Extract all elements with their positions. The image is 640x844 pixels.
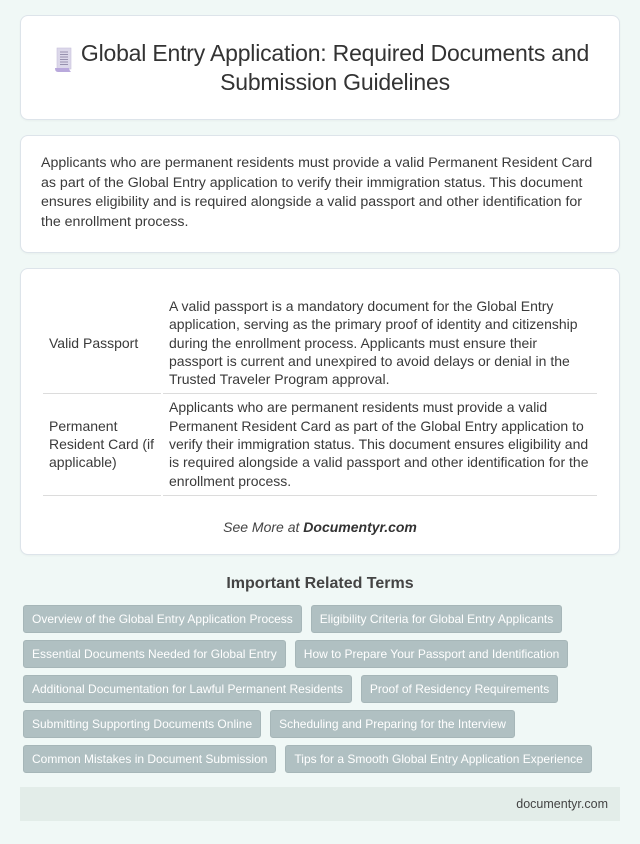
related-term-tag[interactable]: Overview of the Global Entry Application Process	[23, 605, 302, 633]
related-terms-list	[20, 605, 620, 773]
page-title: Global Entry Application: Required Documents and Submission Guidelines	[80, 39, 590, 95]
see-more-link[interactable]	[41, 519, 599, 535]
related-term-tag[interactable]: Proof of Residency Requirements	[361, 675, 558, 703]
title-card	[20, 15, 620, 120]
footer	[20, 787, 620, 821]
related-term-tag[interactable]: Essential Documents Needed for Global Entry	[23, 640, 286, 668]
row-description: Applicants who are permanent residents must provide a valid Permanent Resident Card as part of the Global Entry application to verify their immigration status. This document ensures eligibility and is required alongside a valid passport and other identification for the enrollment process.	[163, 394, 597, 495]
related-term-tag[interactable]: Eligibility Criteria for Global Entry Applicants	[311, 605, 562, 633]
documents-table	[41, 293, 599, 496]
see-more-site[interactable]: Documentyr.com	[303, 518, 417, 535]
intro-text: Applicants who are permanent residents must provide a valid Permanent Resident Card as part of the Global Entry application to verify their immigration status. This document ensures eligibility and is required alongside a valid passport and other identification for the enrollment process.	[41, 155, 593, 230]
related-terms-title: Important Related Terms	[226, 575, 414, 592]
row-description: A valid passport is a mandatory document for the Global Entry application, serving as the primary proof of identity and citizenship during the enrollment process. Applicants must ensure their passport is current and unexpired to avoid delays or denial in the Trusted Traveler Program approval.	[163, 293, 597, 394]
related-term-tag[interactable]: Common Mistakes in Document Submission	[23, 745, 276, 773]
intro-card	[20, 135, 620, 253]
row-term: Permanent Resident Card (if applicable)	[43, 394, 161, 495]
related-term-tag[interactable]: Scheduling and Preparing for the Interview	[270, 710, 515, 738]
related-term-tag[interactable]: How to Prepare Your Passport and Identification	[295, 640, 569, 668]
document-scroll-icon	[54, 47, 74, 73]
row-term: Valid Passport	[43, 293, 161, 394]
footer-site-link[interactable]: documentyr.com	[516, 797, 608, 811]
related-term-tag[interactable]: Tips for a Smooth Global Entry Application Experience	[285, 745, 591, 773]
table-row	[43, 394, 597, 495]
see-more-prefix: See More at	[223, 518, 304, 535]
documents-table-card	[20, 268, 620, 555]
related-term-tag[interactable]: Additional Documentation for Lawful Permanent Residents	[23, 675, 352, 703]
related-term-tag[interactable]: Submitting Supporting Documents Online	[23, 710, 261, 738]
table-row	[43, 293, 597, 394]
